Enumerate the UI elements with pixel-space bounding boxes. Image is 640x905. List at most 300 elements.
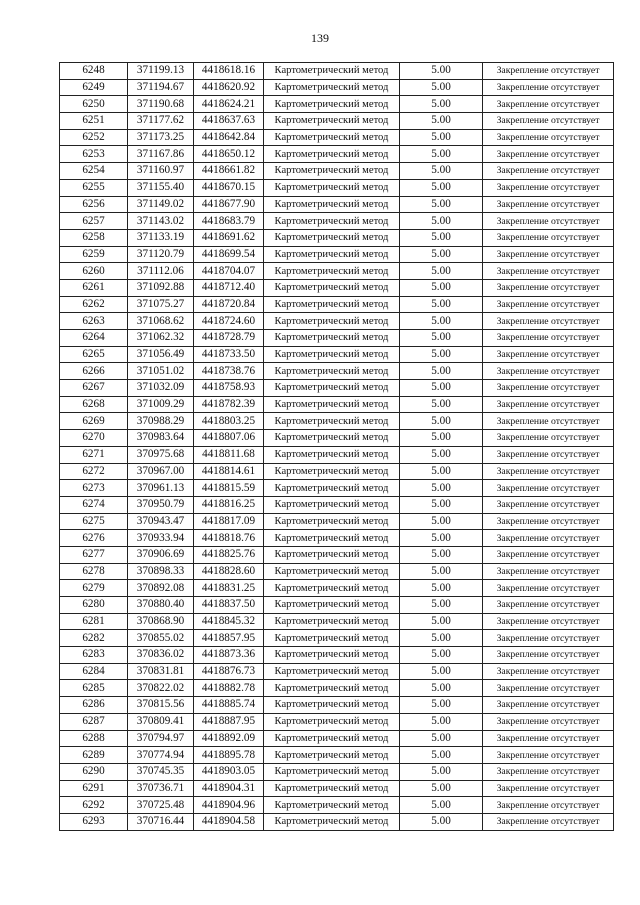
point-number-cell: 6248 [60, 63, 128, 80]
method-cell: Картометрический метод [264, 246, 400, 263]
y-coordinate-cell: 4418818.76 [194, 530, 264, 547]
point-number-cell: 6264 [60, 330, 128, 347]
point-number-cell: 6277 [60, 546, 128, 563]
method-cell: Картометрический метод [264, 813, 400, 830]
fixing-status-cell: Закрепление отсутствует [483, 246, 614, 263]
method-cell: Картометрический метод [264, 563, 400, 580]
table-row [60, 179, 614, 196]
fixing-status-cell: Закрепление отсутствует [483, 630, 614, 647]
y-coordinate-cell: 4418670.15 [194, 179, 264, 196]
y-coordinate-cell: 4418782.39 [194, 396, 264, 413]
y-coordinate-cell: 4418620.92 [194, 79, 264, 96]
coordinates-table-body [60, 63, 614, 831]
x-coordinate-cell: 370831.81 [128, 663, 194, 680]
y-coordinate-cell: 4418817.09 [194, 513, 264, 530]
table-row [60, 246, 614, 263]
accuracy-cell: 5.00 [400, 279, 483, 296]
y-coordinate-cell: 4418903.05 [194, 763, 264, 780]
y-coordinate-cell: 4418803.25 [194, 413, 264, 430]
point-number-cell: 6292 [60, 797, 128, 814]
method-cell: Картометрический метод [264, 763, 400, 780]
method-cell: Картометрический метод [264, 496, 400, 513]
y-coordinate-cell: 4418738.76 [194, 363, 264, 380]
x-coordinate-cell: 370961.13 [128, 480, 194, 497]
fixing-status-cell: Закрепление отсутствует [483, 613, 614, 630]
y-coordinate-cell: 4418831.25 [194, 580, 264, 597]
fixing-status-cell: Закрепление отсутствует [483, 430, 614, 447]
method-cell: Картометрический метод [264, 446, 400, 463]
x-coordinate-cell: 370809.41 [128, 713, 194, 730]
point-number-cell: 6271 [60, 446, 128, 463]
table-row [60, 797, 614, 814]
fixing-status-cell: Закрепление отсутствует [483, 196, 614, 213]
method-cell: Картометрический метод [264, 396, 400, 413]
fixing-status-cell: Закрепление отсутствует [483, 813, 614, 830]
point-number-cell: 6253 [60, 146, 128, 163]
table-row [60, 296, 614, 313]
point-number-cell: 6250 [60, 96, 128, 113]
method-cell: Картометрический метод [264, 363, 400, 380]
y-coordinate-cell: 4418873.36 [194, 647, 264, 664]
fixing-status-cell: Закрепление отсутствует [483, 396, 614, 413]
x-coordinate-cell: 371167.86 [128, 146, 194, 163]
method-cell: Картометрический метод [264, 663, 400, 680]
fixing-status-cell: Закрепление отсутствует [483, 146, 614, 163]
method-cell: Картометрический метод [264, 546, 400, 563]
method-cell: Картометрический метод [264, 647, 400, 664]
method-cell: Картометрический метод [264, 296, 400, 313]
fixing-status-cell: Закрепление отсутствует [483, 313, 614, 330]
y-coordinate-cell: 4418857.95 [194, 630, 264, 647]
table-row [60, 196, 614, 213]
method-cell: Картометрический метод [264, 213, 400, 230]
accuracy-cell: 5.00 [400, 496, 483, 513]
accuracy-cell: 5.00 [400, 146, 483, 163]
x-coordinate-cell: 370898.33 [128, 563, 194, 580]
accuracy-cell: 5.00 [400, 530, 483, 547]
table-row [60, 213, 614, 230]
point-number-cell: 6282 [60, 630, 128, 647]
accuracy-cell: 5.00 [400, 113, 483, 130]
accuracy-cell: 5.00 [400, 780, 483, 797]
fixing-status-cell: Закрепление отсутствует [483, 296, 614, 313]
accuracy-cell: 5.00 [400, 330, 483, 347]
y-coordinate-cell: 4418816.25 [194, 496, 264, 513]
x-coordinate-cell: 371143.02 [128, 213, 194, 230]
y-coordinate-cell: 4418892.09 [194, 730, 264, 747]
y-coordinate-cell: 4418650.12 [194, 146, 264, 163]
y-coordinate-cell: 4418704.07 [194, 263, 264, 280]
point-number-cell: 6275 [60, 513, 128, 530]
accuracy-cell: 5.00 [400, 163, 483, 180]
table-row [60, 63, 614, 80]
x-coordinate-cell: 370975.68 [128, 446, 194, 463]
fixing-status-cell: Закрепление отсутствует [483, 79, 614, 96]
y-coordinate-cell: 4418904.96 [194, 797, 264, 814]
method-cell: Картометрический метод [264, 730, 400, 747]
x-coordinate-cell: 371173.25 [128, 129, 194, 146]
method-cell: Картометрический метод [264, 179, 400, 196]
table-row [60, 113, 614, 130]
fixing-status-cell: Закрепление отсутствует [483, 413, 614, 430]
method-cell: Картометрический метод [264, 530, 400, 547]
table-row [60, 396, 614, 413]
fixing-status-cell: Закрепление отсутствует [483, 380, 614, 397]
point-number-cell: 6258 [60, 229, 128, 246]
table-row [60, 647, 614, 664]
x-coordinate-cell: 371075.27 [128, 296, 194, 313]
point-number-cell: 6273 [60, 480, 128, 497]
y-coordinate-cell: 4418624.21 [194, 96, 264, 113]
table-row [60, 613, 614, 630]
point-number-cell: 6293 [60, 813, 128, 830]
accuracy-cell: 5.00 [400, 196, 483, 213]
fixing-status-cell: Закрепление отсутствует [483, 496, 614, 513]
x-coordinate-cell: 370794.97 [128, 730, 194, 747]
fixing-status-cell: Закрепление отсутствует [483, 213, 614, 230]
accuracy-cell: 5.00 [400, 730, 483, 747]
accuracy-cell: 5.00 [400, 129, 483, 146]
accuracy-cell: 5.00 [400, 346, 483, 363]
accuracy-cell: 5.00 [400, 63, 483, 80]
fixing-status-cell: Закрепление отсутствует [483, 330, 614, 347]
fixing-status-cell: Закрепление отсутствует [483, 96, 614, 113]
y-coordinate-cell: 4418887.95 [194, 713, 264, 730]
y-coordinate-cell: 4418691.62 [194, 229, 264, 246]
fixing-status-cell: Закрепление отсутствует [483, 179, 614, 196]
point-number-cell: 6287 [60, 713, 128, 730]
accuracy-cell: 5.00 [400, 313, 483, 330]
point-number-cell: 6290 [60, 763, 128, 780]
table-row [60, 446, 614, 463]
table-row [60, 563, 614, 580]
point-number-cell: 6269 [60, 413, 128, 430]
point-number-cell: 6268 [60, 396, 128, 413]
fixing-status-cell: Закрепление отсутствует [483, 113, 614, 130]
table-row [60, 229, 614, 246]
table-row [60, 730, 614, 747]
table-row [60, 813, 614, 830]
y-coordinate-cell: 4418815.59 [194, 480, 264, 497]
accuracy-cell: 5.00 [400, 363, 483, 380]
x-coordinate-cell: 370822.02 [128, 680, 194, 697]
method-cell: Картометрический метод [264, 146, 400, 163]
x-coordinate-cell: 370745.35 [128, 763, 194, 780]
y-coordinate-cell: 4418733.50 [194, 346, 264, 363]
accuracy-cell: 5.00 [400, 296, 483, 313]
point-number-cell: 6249 [60, 79, 128, 96]
accuracy-cell: 5.00 [400, 613, 483, 630]
point-number-cell: 6257 [60, 213, 128, 230]
accuracy-cell: 5.00 [400, 697, 483, 714]
method-cell: Картометрический метод [264, 630, 400, 647]
method-cell: Картометрический метод [264, 229, 400, 246]
fixing-status-cell: Закрепление отсутствует [483, 730, 614, 747]
accuracy-cell: 5.00 [400, 446, 483, 463]
x-coordinate-cell: 370855.02 [128, 630, 194, 647]
table-row [60, 146, 614, 163]
fixing-status-cell: Закрепление отсутствует [483, 680, 614, 697]
fixing-status-cell: Закрепление отсутствует [483, 163, 614, 180]
x-coordinate-cell: 371092.88 [128, 279, 194, 296]
method-cell: Картометрический метод [264, 263, 400, 280]
table-row [60, 79, 614, 96]
accuracy-cell: 5.00 [400, 229, 483, 246]
accuracy-cell: 5.00 [400, 96, 483, 113]
table-row [60, 697, 614, 714]
x-coordinate-cell: 370725.48 [128, 797, 194, 814]
y-coordinate-cell: 4418895.78 [194, 747, 264, 764]
x-coordinate-cell: 370868.90 [128, 613, 194, 630]
table-row [60, 630, 614, 647]
y-coordinate-cell: 4418720.84 [194, 296, 264, 313]
x-coordinate-cell: 371032.09 [128, 380, 194, 397]
method-cell: Картометрический метод [264, 163, 400, 180]
point-number-cell: 6261 [60, 279, 128, 296]
fixing-status-cell: Закрепление отсутствует [483, 580, 614, 597]
x-coordinate-cell: 370836.02 [128, 647, 194, 664]
coordinates-table [59, 62, 614, 831]
table-row [60, 380, 614, 397]
point-number-cell: 6252 [60, 129, 128, 146]
method-cell: Картометрический метод [264, 279, 400, 296]
fixing-status-cell: Закрепление отсутствует [483, 530, 614, 547]
x-coordinate-cell: 370736.71 [128, 780, 194, 797]
fixing-status-cell: Закрепление отсутствует [483, 63, 614, 80]
point-number-cell: 6254 [60, 163, 128, 180]
x-coordinate-cell: 371133.19 [128, 229, 194, 246]
accuracy-cell: 5.00 [400, 380, 483, 397]
x-coordinate-cell: 371160.97 [128, 163, 194, 180]
fixing-status-cell: Закрепление отсутствует [483, 663, 614, 680]
accuracy-cell: 5.00 [400, 713, 483, 730]
y-coordinate-cell: 4418677.90 [194, 196, 264, 213]
accuracy-cell: 5.00 [400, 597, 483, 614]
accuracy-cell: 5.00 [400, 413, 483, 430]
accuracy-cell: 5.00 [400, 580, 483, 597]
accuracy-cell: 5.00 [400, 663, 483, 680]
x-coordinate-cell: 371199.13 [128, 63, 194, 80]
y-coordinate-cell: 4418811.68 [194, 446, 264, 463]
point-number-cell: 6274 [60, 496, 128, 513]
point-number-cell: 6255 [60, 179, 128, 196]
fixing-status-cell: Закрепление отсутствует [483, 546, 614, 563]
x-coordinate-cell: 371177.62 [128, 113, 194, 130]
fixing-status-cell: Закрепление отсутствует [483, 463, 614, 480]
y-coordinate-cell: 4418618.16 [194, 63, 264, 80]
x-coordinate-cell: 371155.40 [128, 179, 194, 196]
accuracy-cell: 5.00 [400, 179, 483, 196]
x-coordinate-cell: 370892.08 [128, 580, 194, 597]
point-number-cell: 6283 [60, 647, 128, 664]
y-coordinate-cell: 4418642.84 [194, 129, 264, 146]
fixing-status-cell: Закрепление отсутствует [483, 363, 614, 380]
accuracy-cell: 5.00 [400, 546, 483, 563]
accuracy-cell: 5.00 [400, 213, 483, 230]
table-row [60, 330, 614, 347]
method-cell: Картометрический метод [264, 413, 400, 430]
point-number-cell: 6262 [60, 296, 128, 313]
table-row [60, 430, 614, 447]
fixing-status-cell: Закрепление отсутствует [483, 747, 614, 764]
table-row [60, 96, 614, 113]
fixing-status-cell: Закрепление отсутствует [483, 563, 614, 580]
fixing-status-cell: Закрепление отсутствует [483, 780, 614, 797]
point-number-cell: 6285 [60, 680, 128, 697]
method-cell: Картометрический метод [264, 713, 400, 730]
method-cell: Картометрический метод [264, 697, 400, 714]
table-row [60, 279, 614, 296]
table-row [60, 480, 614, 497]
accuracy-cell: 5.00 [400, 79, 483, 96]
table-row [60, 597, 614, 614]
method-cell: Картометрический метод [264, 196, 400, 213]
accuracy-cell: 5.00 [400, 763, 483, 780]
accuracy-cell: 5.00 [400, 647, 483, 664]
point-number-cell: 6286 [60, 697, 128, 714]
x-coordinate-cell: 370967.00 [128, 463, 194, 480]
accuracy-cell: 5.00 [400, 480, 483, 497]
method-cell: Картометрический метод [264, 680, 400, 697]
table-row [60, 663, 614, 680]
fixing-status-cell: Закрепление отсутствует [483, 797, 614, 814]
method-cell: Картометрический метод [264, 129, 400, 146]
x-coordinate-cell: 370906.69 [128, 546, 194, 563]
accuracy-cell: 5.00 [400, 747, 483, 764]
fixing-status-cell: Закрепление отсутствует [483, 513, 614, 530]
method-cell: Картометрический метод [264, 96, 400, 113]
point-number-cell: 6284 [60, 663, 128, 680]
point-number-cell: 6278 [60, 563, 128, 580]
method-cell: Картометрический метод [264, 797, 400, 814]
x-coordinate-cell: 371068.62 [128, 313, 194, 330]
table-row [60, 496, 614, 513]
y-coordinate-cell: 4418661.82 [194, 163, 264, 180]
accuracy-cell: 5.00 [400, 680, 483, 697]
x-coordinate-cell: 371051.02 [128, 363, 194, 380]
table-row [60, 363, 614, 380]
point-number-cell: 6270 [60, 430, 128, 447]
accuracy-cell: 5.00 [400, 513, 483, 530]
point-number-cell: 6267 [60, 380, 128, 397]
method-cell: Картометрический метод [264, 79, 400, 96]
table-row [60, 680, 614, 697]
method-cell: Картометрический метод [264, 480, 400, 497]
table-row [60, 580, 614, 597]
x-coordinate-cell: 371190.68 [128, 96, 194, 113]
y-coordinate-cell: 4418882.78 [194, 680, 264, 697]
x-coordinate-cell: 370774.94 [128, 747, 194, 764]
y-coordinate-cell: 4418845.32 [194, 613, 264, 630]
accuracy-cell: 5.00 [400, 563, 483, 580]
y-coordinate-cell: 4418828.60 [194, 563, 264, 580]
fixing-status-cell: Закрепление отсутствует [483, 647, 614, 664]
fixing-status-cell: Закрепление отсутствует [483, 263, 614, 280]
y-coordinate-cell: 4418724.60 [194, 313, 264, 330]
accuracy-cell: 5.00 [400, 797, 483, 814]
x-coordinate-cell: 370983.64 [128, 430, 194, 447]
point-number-cell: 6263 [60, 313, 128, 330]
table-row [60, 313, 614, 330]
accuracy-cell: 5.00 [400, 263, 483, 280]
point-number-cell: 6280 [60, 597, 128, 614]
table-row [60, 763, 614, 780]
method-cell: Картометрический метод [264, 513, 400, 530]
y-coordinate-cell: 4418825.76 [194, 546, 264, 563]
method-cell: Картометрический метод [264, 330, 400, 347]
y-coordinate-cell: 4418814.61 [194, 463, 264, 480]
method-cell: Картометрический метод [264, 463, 400, 480]
x-coordinate-cell: 370950.79 [128, 496, 194, 513]
method-cell: Картометрический метод [264, 597, 400, 614]
accuracy-cell: 5.00 [400, 630, 483, 647]
point-number-cell: 6279 [60, 580, 128, 597]
point-number-cell: 6260 [60, 263, 128, 280]
y-coordinate-cell: 4418876.73 [194, 663, 264, 680]
x-coordinate-cell: 370880.40 [128, 597, 194, 614]
table-row [60, 129, 614, 146]
point-number-cell: 6288 [60, 730, 128, 747]
table-row [60, 413, 614, 430]
fixing-status-cell: Закрепление отсутствует [483, 229, 614, 246]
point-number-cell: 6259 [60, 246, 128, 263]
accuracy-cell: 5.00 [400, 396, 483, 413]
accuracy-cell: 5.00 [400, 813, 483, 830]
x-coordinate-cell: 371062.32 [128, 330, 194, 347]
table-row [60, 713, 614, 730]
fixing-status-cell: Закрепление отсутствует [483, 480, 614, 497]
method-cell: Картометрический метод [264, 313, 400, 330]
accuracy-cell: 5.00 [400, 430, 483, 447]
table-row [60, 530, 614, 547]
method-cell: Картометрический метод [264, 113, 400, 130]
y-coordinate-cell: 4418904.58 [194, 813, 264, 830]
method-cell: Картометрический метод [264, 346, 400, 363]
fixing-status-cell: Закрепление отсутствует [483, 129, 614, 146]
point-number-cell: 6281 [60, 613, 128, 630]
x-coordinate-cell: 371194.67 [128, 79, 194, 96]
fixing-status-cell: Закрепление отсутствует [483, 279, 614, 296]
y-coordinate-cell: 4418807.06 [194, 430, 264, 447]
y-coordinate-cell: 4418904.31 [194, 780, 264, 797]
x-coordinate-cell: 371056.49 [128, 346, 194, 363]
y-coordinate-cell: 4418837.50 [194, 597, 264, 614]
x-coordinate-cell: 370943.47 [128, 513, 194, 530]
method-cell: Картометрический метод [264, 613, 400, 630]
x-coordinate-cell: 371120.79 [128, 246, 194, 263]
method-cell: Картометрический метод [264, 580, 400, 597]
table-row [60, 747, 614, 764]
fixing-status-cell: Закрепление отсутствует [483, 697, 614, 714]
x-coordinate-cell: 370815.56 [128, 697, 194, 714]
point-number-cell: 6276 [60, 530, 128, 547]
x-coordinate-cell: 371112.06 [128, 263, 194, 280]
point-number-cell: 6272 [60, 463, 128, 480]
x-coordinate-cell: 371149.02 [128, 196, 194, 213]
point-number-cell: 6256 [60, 196, 128, 213]
point-number-cell: 6265 [60, 346, 128, 363]
fixing-status-cell: Закрепление отсутствует [483, 446, 614, 463]
table-row [60, 463, 614, 480]
method-cell: Картометрический метод [264, 430, 400, 447]
y-coordinate-cell: 4418699.54 [194, 246, 264, 263]
y-coordinate-cell: 4418758.93 [194, 380, 264, 397]
table-row [60, 780, 614, 797]
point-number-cell: 6291 [60, 780, 128, 797]
point-number-cell: 6289 [60, 747, 128, 764]
method-cell: Картометрический метод [264, 747, 400, 764]
table-row [60, 513, 614, 530]
